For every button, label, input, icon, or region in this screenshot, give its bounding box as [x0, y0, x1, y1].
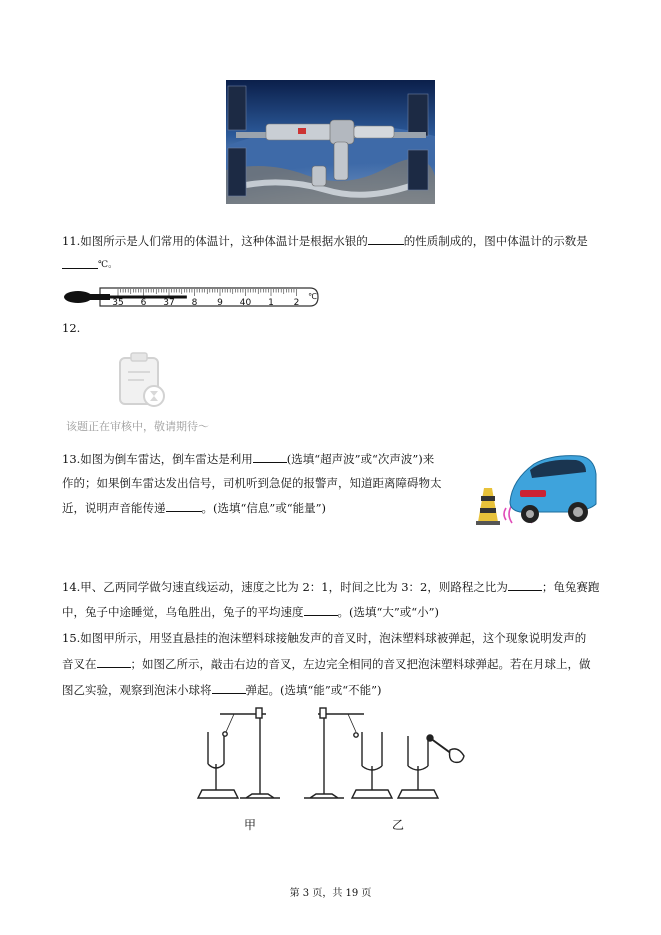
q12-number: 12.: [62, 321, 81, 335]
thermometer-tick-label: 9: [217, 298, 223, 308]
caption-jia: 甲: [244, 818, 257, 832]
q13-line3: 近，说明声音能传递 。(选填“信息”或“能量”): [62, 501, 326, 515]
q13-line1: 13.如图为倒车雷达，倒车雷达是利用 (选填“超声波”或“次声波”)来: [62, 452, 435, 466]
q15-line2: 音叉在 ；如图乙所示，敲击右边的音叉，左边完全相同的音叉把泡沫塑料球弹起。若在月球上，做: [62, 657, 591, 671]
page-footer: 第 3 页，共 19 页: [289, 888, 372, 899]
thermometer-figure: [60, 284, 322, 310]
q11-line1: 11.如图所示是人们常用的体温计，这种体温计是根据水银的 的性质制成的，图中体温计的示数是: [62, 234, 588, 248]
thermometer-unit: ℃: [308, 292, 317, 301]
q15-line1: 15.如图甲所示，用竖直悬挂的泡沫塑料球接触发声的音叉时，泡沫塑料球被弹起，这个现象说明发声的: [62, 631, 587, 645]
review-placeholder-icon: [116, 350, 168, 408]
q13-line2: 作的；如果倒车雷达发出信号，司机听到急促的报警声，知道距离障碍物太: [62, 476, 442, 490]
q13-blank-1[interactable]: [253, 451, 287, 463]
thermometer-tick-label: 2: [293, 298, 300, 308]
q15-blank-2[interactable]: [212, 682, 246, 694]
q11-line2: ℃。: [62, 257, 117, 273]
q15-blank-1[interactable]: [97, 656, 131, 668]
reversing-radar-image: [472, 450, 598, 530]
q13-blank-2[interactable]: [166, 500, 202, 512]
thermometer-tick-label: 37: [163, 298, 175, 308]
q14-line2: 中，兔子中途睡觉，乌龟胜出，兔子的平均速度 。(选填“大”或“小”): [62, 605, 439, 619]
thermometer-tick-label: 1: [268, 298, 274, 308]
thermometer-tick-label: 40: [239, 298, 252, 308]
fork-setup-right: [304, 708, 464, 798]
q14-line1: 14.甲、乙两同学做匀速直线运动，速度之比为 2：1，时间之比为 3：2，则路程之比为 ；龟兔赛跑: [62, 580, 600, 594]
tuning-fork-figure: [196, 702, 468, 806]
q14-blank-1[interactable]: [508, 579, 542, 591]
thermometer-tick-label: 6: [140, 298, 147, 308]
q11-blank-1[interactable]: [368, 233, 404, 245]
thermometer-tick-label: 35: [112, 298, 124, 308]
thermometer-tick-label: 8: [191, 298, 198, 308]
q15-line3: 图乙实验，观察到泡沫小球将 弹起。(选填“能”或“不能”): [62, 683, 382, 697]
review-notice: 该题正在审核中，敬请期待～: [66, 420, 209, 433]
space-station-image: [226, 80, 435, 204]
thermometer-bulb: [64, 291, 92, 303]
caption-yi: 乙: [392, 818, 405, 832]
fork-setup-left: [198, 708, 280, 798]
q14-blank-2[interactable]: [304, 604, 338, 616]
q11-blank-2[interactable]: [62, 257, 98, 269]
